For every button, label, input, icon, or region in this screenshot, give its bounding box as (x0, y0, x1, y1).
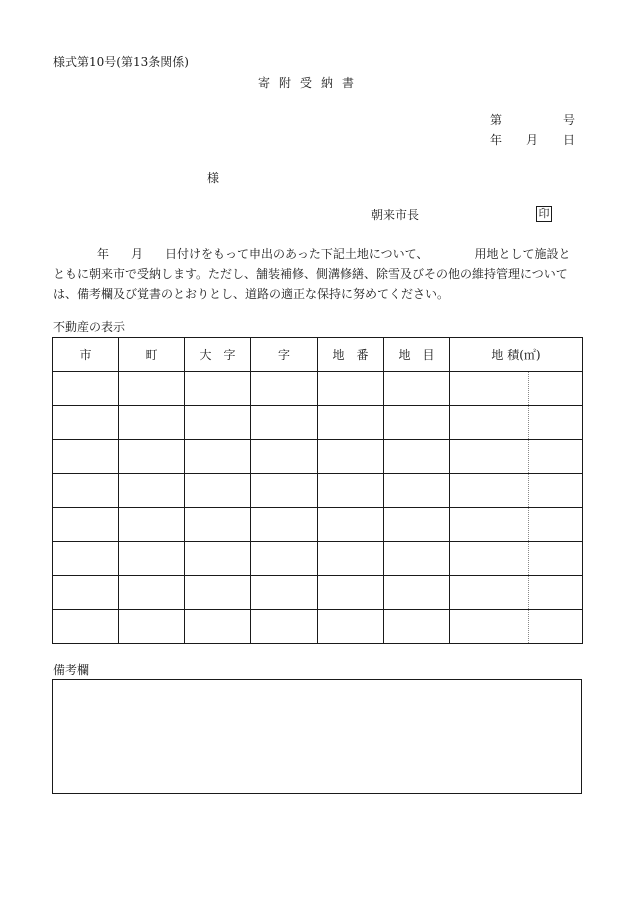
decimal-divider (528, 474, 529, 507)
header-land-category: 地 目 (384, 338, 450, 372)
table-cell[interactable] (119, 474, 185, 508)
table-cell[interactable] (251, 440, 318, 474)
table-row (53, 372, 583, 406)
remarks-label: 備考欄 (53, 663, 90, 677)
decimal-divider (528, 372, 529, 405)
table-cell[interactable] (251, 610, 318, 644)
table-cell[interactable] (185, 440, 251, 474)
form-number: 様式第10号(第13条関係) (53, 55, 189, 69)
table-cell[interactable] (251, 474, 318, 508)
table-cell[interactable] (119, 576, 185, 610)
table-cell[interactable] (384, 372, 450, 406)
table-cell[interactable] (185, 474, 251, 508)
number-prefix: 第 (490, 113, 503, 127)
table-cell[interactable] (119, 508, 185, 542)
table-cell[interactable] (53, 440, 119, 474)
table-cell[interactable] (450, 474, 583, 508)
table-cell[interactable] (318, 372, 384, 406)
decimal-divider (528, 542, 529, 575)
table-cell[interactable] (384, 474, 450, 508)
table-cell[interactable] (450, 440, 583, 474)
body-year: 年 (97, 247, 110, 261)
header-city: 市 (53, 338, 119, 372)
table-cell[interactable] (185, 372, 251, 406)
table-cell[interactable] (119, 372, 185, 406)
date-year-label: 年 (490, 133, 503, 147)
table-cell[interactable] (450, 508, 583, 542)
table-cell[interactable] (450, 542, 583, 576)
table-cell[interactable] (53, 576, 119, 610)
table-cell[interactable] (119, 440, 185, 474)
table-cell[interactable] (318, 474, 384, 508)
document-title: 寄附受納書 (258, 76, 364, 90)
table-cell[interactable] (318, 508, 384, 542)
body-sentence-1: 日付けをもって申出のあった下記土地について、 (165, 247, 429, 261)
table-cell[interactable] (384, 508, 450, 542)
table-header-row (53, 338, 583, 372)
table-cell[interactable] (185, 610, 251, 644)
table-cell[interactable] (185, 508, 251, 542)
property-label: 不動産の表示 (53, 320, 126, 334)
table-cell[interactable] (384, 542, 450, 576)
table-cell[interactable] (251, 406, 318, 440)
table-row (53, 508, 583, 542)
table-cell[interactable] (119, 542, 185, 576)
table-row (53, 474, 583, 508)
decimal-divider (528, 406, 529, 439)
mayor-title: 朝来市長 (371, 208, 420, 222)
remarks-box[interactable] (52, 679, 582, 794)
recipient-honorific: 様 (207, 171, 220, 185)
table-row (53, 440, 583, 474)
header-lot-number: 地 番 (318, 338, 384, 372)
header-town: 町 (119, 338, 185, 372)
table-cell[interactable] (53, 474, 119, 508)
decimal-divider (528, 508, 529, 541)
table-row (53, 576, 583, 610)
table-cell[interactable] (53, 610, 119, 644)
number-suffix: 号 (563, 113, 576, 127)
table-cell[interactable] (185, 406, 251, 440)
table-cell[interactable] (185, 542, 251, 576)
body-month: 月 (131, 247, 144, 261)
decimal-divider (528, 610, 529, 643)
decimal-divider (528, 576, 529, 609)
table-cell[interactable] (450, 372, 583, 406)
table-cell[interactable] (318, 576, 384, 610)
date-month-label: 月 (526, 133, 539, 147)
table-row (53, 610, 583, 644)
table-cell[interactable] (251, 372, 318, 406)
table-cell[interactable] (119, 406, 185, 440)
decimal-divider (528, 440, 529, 473)
header-area: 地 積(㎡) (450, 338, 583, 372)
table-cell[interactable] (384, 406, 450, 440)
table-cell[interactable] (53, 406, 119, 440)
table-row (53, 406, 583, 440)
table-cell[interactable] (384, 440, 450, 474)
property-table (52, 337, 583, 644)
table-cell[interactable] (450, 406, 583, 440)
header-aza: 字 (251, 338, 318, 372)
table-cell[interactable] (251, 542, 318, 576)
table-cell[interactable] (251, 576, 318, 610)
table-cell[interactable] (53, 542, 119, 576)
table-cell[interactable] (450, 610, 583, 644)
header-oaza: 大 字 (185, 338, 251, 372)
table-cell[interactable] (318, 542, 384, 576)
table-cell[interactable] (251, 508, 318, 542)
body-text (53, 244, 581, 304)
table-cell[interactable] (119, 610, 185, 644)
table-cell[interactable] (384, 576, 450, 610)
table-cell[interactable] (450, 576, 583, 610)
table-cell[interactable] (384, 610, 450, 644)
table-cell[interactable] (318, 610, 384, 644)
table-cell[interactable] (318, 406, 384, 440)
table-cell[interactable] (53, 508, 119, 542)
date-day-label: 日 (563, 133, 576, 147)
seal-mark: 印 (536, 206, 552, 222)
body-sentence-2: 用地として施設とともに朝来市で受納します。ただし、舗装補修、側溝修繕、除雪及びその他の維持管理については、備考欄及び覚書のとおりとし、道路の適正な保持に努めてください。 (53, 247, 571, 301)
table-cell[interactable] (318, 440, 384, 474)
table-cell[interactable] (53, 372, 119, 406)
table-row (53, 542, 583, 576)
table-cell[interactable] (185, 576, 251, 610)
